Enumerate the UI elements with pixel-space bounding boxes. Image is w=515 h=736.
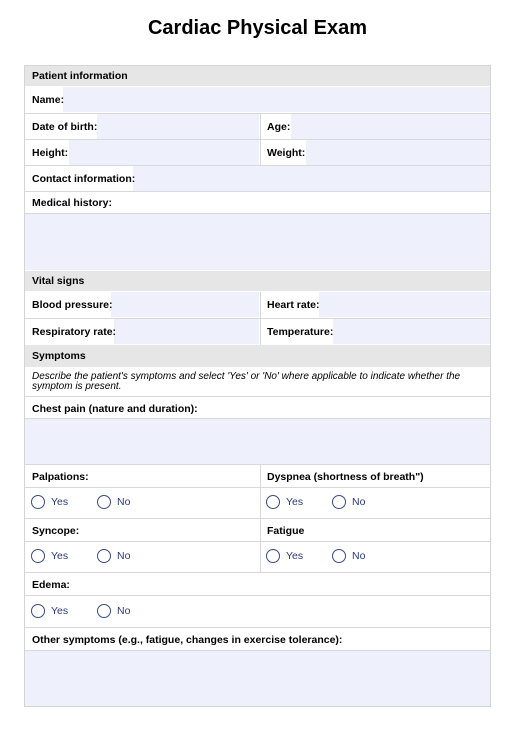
contact-field[interactable] — [133, 166, 490, 191]
symptoms-instructions: Describe the patient's symptoms and select 'Yes' or 'No' where applicable to indicate whether the symptom is present. — [32, 371, 461, 392]
edema-yes-radio[interactable]: Yes — [31, 604, 68, 618]
fatigue-label: Fatigue — [267, 525, 305, 537]
heart-rate-field[interactable] — [319, 292, 490, 317]
section-vital-signs — [25, 271, 490, 291]
radio-circle-icon — [31, 495, 45, 509]
blood-pressure-field[interactable] — [111, 292, 259, 317]
section-patient-information — [25, 66, 490, 86]
history-field[interactable] — [25, 214, 490, 270]
fatigue-no-radio[interactable]: No — [332, 549, 365, 563]
height-label: Height: — [32, 147, 69, 159]
edema-label: Edema: — [32, 579, 70, 591]
chest-pain-field[interactable] — [25, 419, 490, 464]
radio-circle-icon — [266, 495, 280, 509]
dob-label: Date of birth: — [32, 121, 98, 133]
chest-pain-label: Chest pain (nature and duration): — [32, 403, 198, 415]
exam-form — [24, 65, 491, 707]
temperature-field[interactable] — [333, 319, 490, 344]
radio-circle-icon — [97, 549, 111, 563]
syncope-label: Syncope: — [32, 525, 80, 537]
radio-circle-icon — [97, 495, 111, 509]
section-symptoms — [25, 345, 490, 367]
syncope-no-radio[interactable]: No — [97, 549, 130, 563]
respiratory-rate-field[interactable] — [114, 319, 259, 344]
radio-circle-icon — [31, 549, 45, 563]
weight-label: Weight: — [267, 147, 306, 159]
radio-circle-icon — [31, 604, 45, 618]
radio-circle-icon — [332, 495, 346, 509]
heart-rate-label: Heart rate: — [267, 299, 320, 311]
other-symptoms-label: Other symptoms (e.g., fatigue, changes in exercise tolerance): — [32, 634, 343, 646]
section-title: Patient information — [32, 70, 128, 82]
dob-field[interactable] — [97, 114, 259, 139]
age-label: Age: — [267, 121, 291, 133]
section-title: Symptoms — [32, 350, 86, 362]
contact-label: Contact information: — [32, 173, 136, 185]
radio-circle-icon — [97, 604, 111, 618]
radio-circle-icon — [332, 549, 346, 563]
blood-pressure-label: Blood pressure: — [32, 299, 113, 311]
history-label: Medical history: — [32, 197, 112, 209]
fatigue-yes-radio[interactable]: Yes — [266, 549, 303, 563]
palpations-label: Palpations: — [32, 471, 89, 483]
name-field[interactable] — [63, 87, 490, 112]
weight-field[interactable] — [306, 140, 490, 165]
page-title: Cardiac Physical Exam — [147, 17, 367, 39]
dyspnea-yes-radio[interactable]: Yes — [266, 495, 303, 509]
palpations-no-radio[interactable]: No — [97, 495, 130, 509]
dyspnea-label: Dyspnea (shortness of breath") — [267, 471, 424, 483]
name-label: Name: — [32, 94, 65, 106]
palpations-yes-radio[interactable]: Yes — [31, 495, 68, 509]
syncope-yes-radio[interactable]: Yes — [31, 549, 68, 563]
dyspnea-no-radio[interactable]: No — [332, 495, 365, 509]
section-title: Vital signs — [32, 275, 85, 287]
respiratory-rate-label: Respiratory rate: — [32, 326, 117, 338]
temperature-label: Temperature: — [267, 326, 334, 338]
edema-no-radio[interactable]: No — [97, 604, 130, 618]
height-field[interactable] — [69, 140, 259, 165]
age-field[interactable] — [291, 114, 490, 139]
other-symptoms-field[interactable] — [25, 651, 490, 706]
radio-circle-icon — [266, 549, 280, 563]
